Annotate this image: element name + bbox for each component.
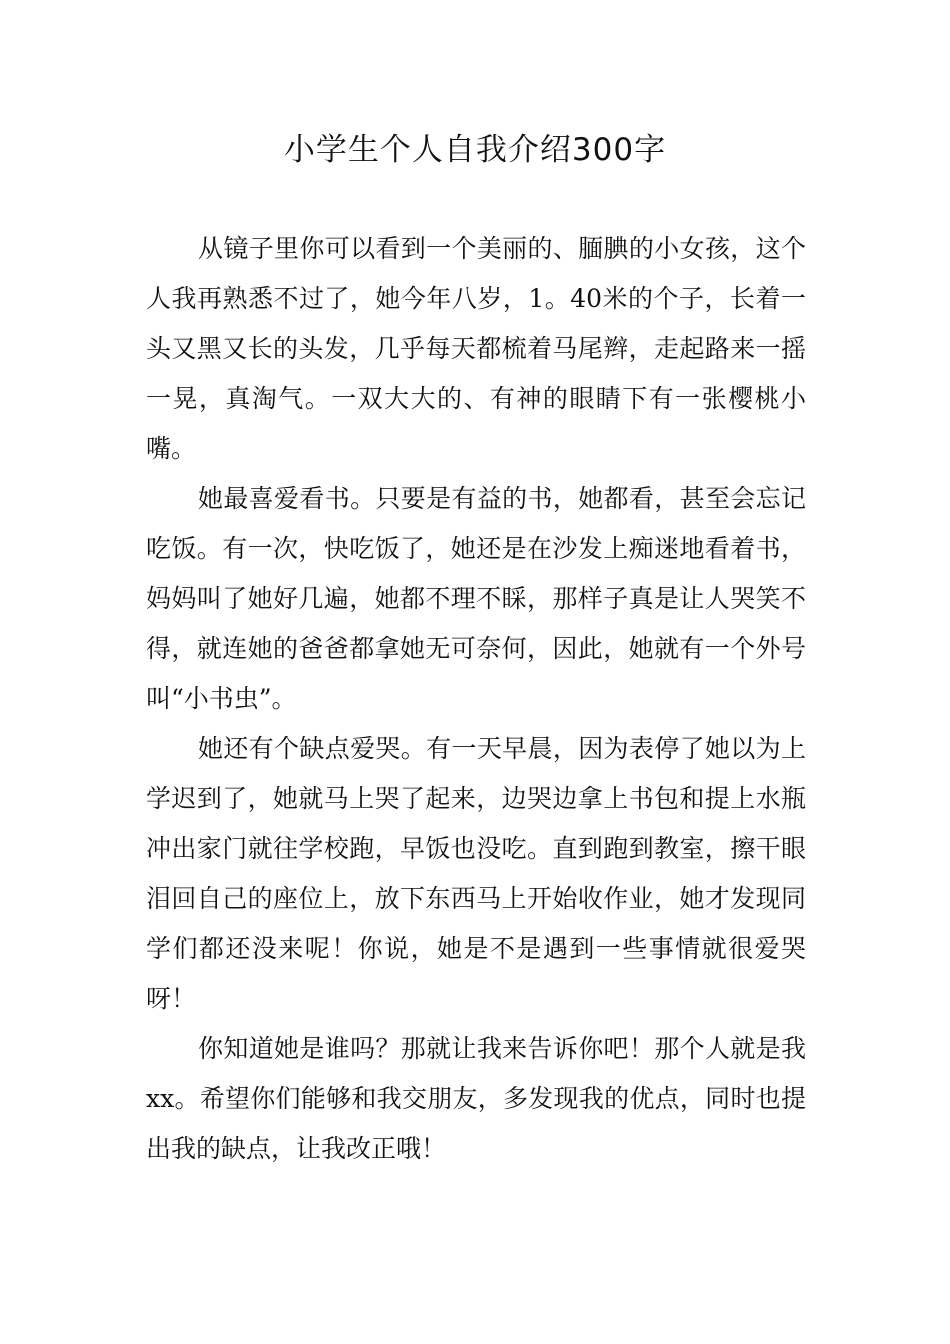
paragraph-1: 从镜子里你可以看到一个美丽的、腼腆的小女孩，这个人我再熟悉不过了，她今年八岁，1。40米的个子，长着一头又黑又长的头发，几乎每天都梳着马尾辫，走起路来一摇一晃，真淘气。一双大大的、有神的眼睛下有一张樱桃小嘴。 bbox=[146, 234, 806, 463]
paragraph-2: 她最喜爱看书。只要是有益的书，她都看，甚至会忘记吃饭。有一次，快吃饭了，她还是在沙发上痴迷地看着书，妈妈叫了她好几遍，她都不理不睬，那样子真是让人哭笑不得，就连她的爸爸都拿她无可奈何，因此，她就有一个外号叫“小书虫”。 bbox=[146, 484, 806, 713]
document-body bbox=[146, 224, 806, 1174]
document-title: 小学生个人自我介绍300字 bbox=[283, 132, 667, 168]
paragraph-4: 你知道她是谁吗？那就让我来告诉你吧！那个人就是我xx。希望你们能够和我交朋友，多发现我的优点，同时也提出我的缺点，让我改正哦！ bbox=[146, 1034, 806, 1163]
paragraph-3: 她还有个缺点爱哭。有一天早晨，因为表停了她以为上学迟到了，她就马上哭了起来，边哭边拿上书包和提上水瓶冲出家门就往学校跑，早饭也没吃。直到跑到教室，擦干眼泪回自己的座位上，放下东西马上开始收作业，她才发现同学们都还没来呢！你说，她是不是遇到一些事情就很爱哭呀！ bbox=[146, 734, 806, 1013]
